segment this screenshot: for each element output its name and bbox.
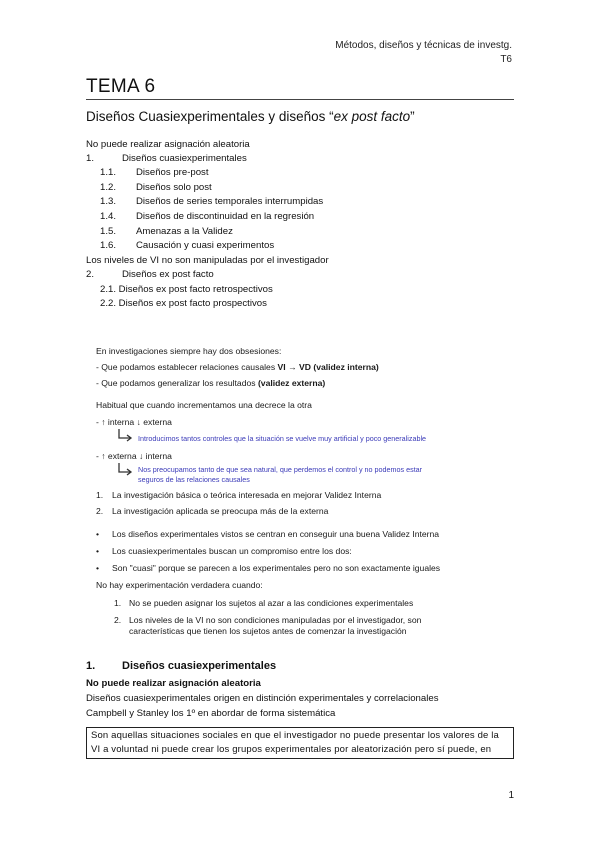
img-case1-note: Introducimos tantos controles que la situación se vuelve muy artificial y poco generalizable: [138, 434, 427, 443]
bullet-icon: •: [96, 546, 100, 556]
definition-line-2: VI a voluntad ni puede crear los grupos experimentales por aleatorización pero sí puede, en: [91, 744, 492, 755]
img-condition-text: Los niveles de la VI no son condiciones manipuladas por el investigador, son: [129, 615, 422, 625]
bullet-icon: •: [96, 563, 100, 573]
toc-item-1-4: [100, 211, 500, 225]
img-case2: - ↑ externa ↓ interna: [96, 451, 172, 461]
title-rule: [86, 99, 514, 100]
toc-item-label: Amenazas a la Validez: [136, 226, 233, 237]
toc-item-num: 1.1.: [100, 167, 117, 178]
img-intro: En investigaciones siempre hay dos obsesiones:: [96, 346, 282, 356]
img-line2-prefix: - Que podamos generalizar los resultados: [96, 378, 258, 388]
toc-item-label: Diseños de series temporales interrumpidas: [136, 196, 324, 207]
definition-line-1: Son aquellas situaciones sociales en que el investigador no puede presentar los valores de la: [91, 730, 499, 741]
toc-item-2-2: 2.2. Diseños ex post facto prospectivos: [100, 298, 267, 309]
corner-arrow-icon: [117, 428, 133, 442]
img-bullet-text: Los cuasiexperimentales buscan un compromiso entre los dos:: [112, 546, 352, 556]
img-bullet-2: [96, 546, 516, 558]
img-case1: - ↑ interna ↓ externa: [96, 417, 172, 427]
img-condition-1: [114, 598, 514, 610]
toc-item-label: Diseños de discontinuidad en la regresión: [136, 211, 315, 222]
img-condition-2: [114, 615, 514, 639]
img-line1: [96, 362, 379, 372]
toc-item-2: [86, 269, 486, 283]
toc-item-num: 1.4.: [100, 211, 117, 222]
img-condition-text: características que tienen los sujetos antes de comenzar la investigación: [129, 626, 407, 636]
toc-item-num: 1.5.: [100, 226, 117, 237]
img-numbered-text: La investigación básica o teórica interesada en mejorar Validez Interna: [112, 490, 382, 500]
corner-arrow-icon: [117, 462, 133, 476]
toc-item-1-6: [100, 240, 500, 254]
page-number: 1: [508, 790, 514, 801]
img-bullet-text: Los diseños experimentales vistos se centran en conseguir una buena Validez Interna: [112, 529, 440, 539]
toc-item-1-5: [100, 226, 500, 240]
header-code: T6: [500, 54, 512, 65]
toc-item-1-1: [100, 167, 500, 181]
img-bullet-text: Son "cuasi" porque se parecen a los experimentales pero no son exactamente iguales: [112, 563, 441, 573]
section-1-line2: Campbell y Stanley los 1º en abordar de forma sistemática: [86, 708, 336, 719]
img-numbered-num: 2.: [96, 506, 104, 516]
toc-item-label: Diseños solo post: [136, 182, 212, 193]
toc-item-1-2: [100, 182, 500, 196]
img-numbered-num: 1.: [96, 490, 104, 500]
img-numbered-2: [96, 506, 516, 518]
section-title: Diseños cuasiexperimentales: [122, 660, 277, 672]
img-no-hay: No hay experimentación verdadera cuando:: [96, 580, 263, 590]
img-case2-note-2: seguros de las relaciones causales: [138, 475, 250, 484]
toc-item-num: 1.: [86, 153, 95, 164]
img-line2: [96, 378, 325, 388]
img-line2-bold: (validez externa): [257, 378, 326, 388]
toc-item-1: [86, 153, 486, 167]
section-1-bold-line: No puede realizar asignación aleatoria: [86, 678, 261, 689]
section-num: 1.: [86, 660, 96, 672]
img-line1-bold: VI → VD (validez interna): [277, 362, 379, 372]
subtitle-prefix: Diseños Cuasiexperimentales y diseños “: [86, 109, 334, 124]
img-numbered-text: La investigación aplicada se preocupa más de la externa: [112, 506, 329, 516]
img-bullet-1: [96, 529, 516, 541]
toc-item-label: Diseños cuasiexperimentales: [122, 153, 247, 164]
section-1-heading: [86, 660, 386, 674]
toc-intro: No puede realizar asignación aleatoria: [86, 139, 250, 150]
img-condition-num: 1.: [114, 598, 122, 608]
img-condition-num: 2.: [114, 615, 122, 625]
bullet-icon: •: [96, 529, 100, 539]
img-habitual: Habitual que cuando incrementamos una decrece la otra: [96, 400, 312, 410]
toc-item-label: Diseños pre-post: [136, 167, 209, 178]
img-condition-text: No se pueden asignar los sujetos al azar a las condiciones experimentales: [129, 598, 414, 608]
toc-item-num: 1.6.: [100, 240, 117, 251]
toc-note: Los niveles de VI no son manipuladas por el investigador: [86, 255, 329, 266]
subtitle-suffix: ”: [410, 109, 415, 124]
toc-item-label: Causación y cuasi experimentos: [136, 240, 275, 251]
definition-box: [86, 727, 514, 759]
img-bullet-3: [96, 563, 516, 575]
page-subtitle: [86, 109, 415, 124]
img-line1-prefix: - Que podamos establecer relaciones causales: [96, 362, 278, 372]
img-case2-note-1: Nos preocupamos tanto de que sea natural, que perdemos el control y no podemos estar: [138, 465, 423, 474]
toc-item-num: 2.: [86, 269, 95, 280]
subtitle-italic: ex post facto: [333, 109, 411, 124]
toc-item-label: Diseños ex post facto: [122, 269, 214, 280]
toc-item-1-3: [100, 196, 500, 210]
toc-item-2-1: 2.1. Diseños ex post facto retrospectivos: [100, 284, 273, 295]
section-1-line1: Diseños cuasiexperimentales origen en distinción experimentales y correlacionales: [86, 693, 439, 704]
toc-item-num: 1.3.: [100, 196, 117, 207]
img-numbered-1: [96, 490, 516, 502]
header-course: Métodos, diseños y técnicas de investg.: [335, 40, 512, 51]
toc-item-num: 1.2.: [100, 182, 117, 193]
page-title: TEMA 6: [86, 76, 156, 97]
